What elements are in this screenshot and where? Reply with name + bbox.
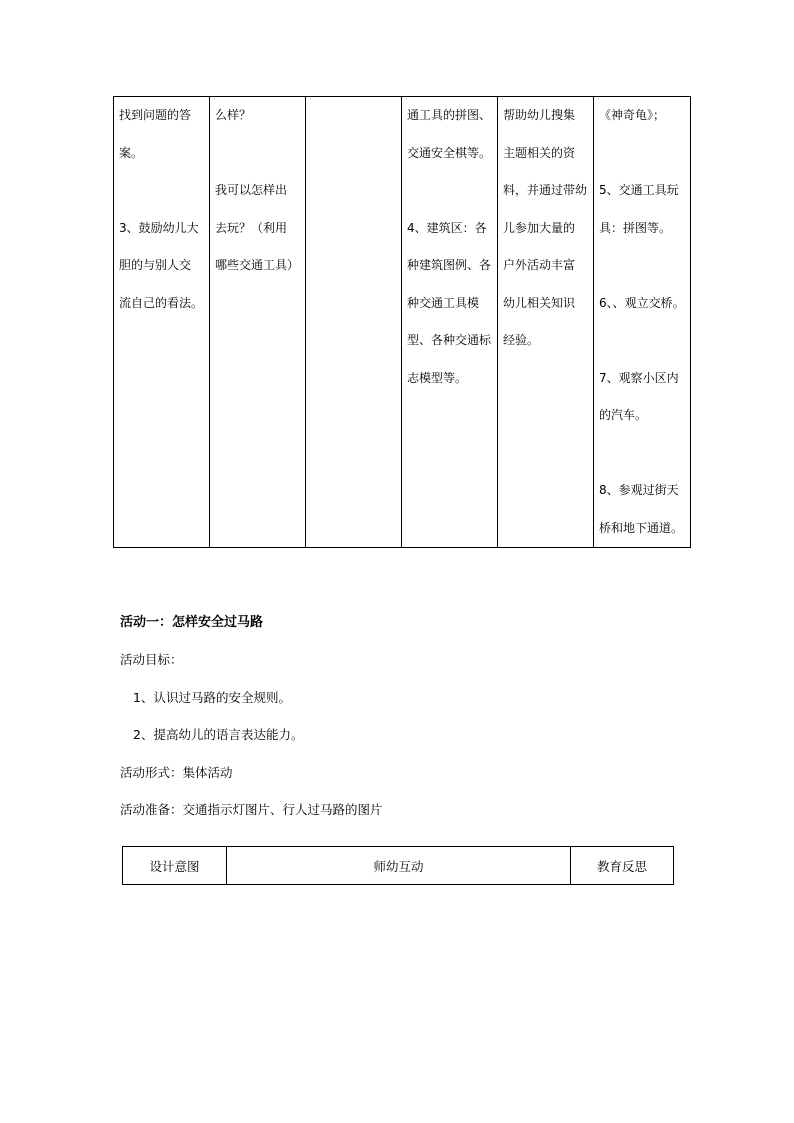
plan-cell-line: 经验。: [503, 333, 540, 347]
activity-heading: 活动一：怎样安全过马路: [120, 615, 264, 630]
plan-cell-line: 我可以怎样出: [215, 183, 288, 197]
plan-cell-line: 料，并通过带幼: [503, 183, 588, 197]
activity-form: 活动形式：集体活动: [120, 765, 233, 780]
plan-cell-line: 案。: [119, 145, 144, 160]
plan-cell-line: 流自己的看法。: [119, 295, 204, 310]
plan-cell-line: 4、建筑区：各: [407, 220, 487, 235]
plan-cell-line: [599, 322, 690, 360]
activity-goal-1: 1、认识过马路的安全规则。: [133, 690, 291, 705]
plan-column-3: [306, 97, 402, 548]
design-intent-header: 设计意图: [123, 847, 227, 885]
plan-cell-line: 《神奇龟》；: [599, 108, 666, 122]
plan-cell-line: [407, 172, 497, 210]
plan-cell-line: 具：拼图等。: [599, 220, 672, 235]
activity-goal-label: 活动目标：: [120, 652, 183, 667]
plan-cell-line: 通工具的拼图、: [407, 108, 492, 122]
plan-column-1: [114, 97, 210, 548]
plan-cell-line: [119, 172, 209, 210]
plan-cell-line: 帮助幼儿搜集: [503, 108, 576, 122]
plan-cell-line: 胆的与别人交: [119, 258, 192, 272]
plan-column-4: [402, 97, 498, 548]
activity-goal-2: 2、提高幼儿的语言表达能力。: [133, 727, 304, 742]
plan-column-6: [594, 97, 691, 548]
plan-cell-line: 哪些交通工具）: [215, 258, 300, 272]
design-table: [122, 846, 674, 885]
plan-cell-line: 么样？: [215, 108, 252, 122]
activity-preparation: 活动准备：交通指示灯图片、行人过马路的图片: [120, 802, 383, 817]
plan-cell-line: [599, 135, 690, 173]
education-reflection-header: 教育反思: [571, 847, 674, 885]
plan-cell-line: 儿参加大量的: [503, 220, 576, 235]
plan-cell-line: 去玩？（利用: [215, 220, 288, 235]
plan-cell-line: 幼儿相关知识: [503, 295, 576, 310]
plan-cell-line: 8、参观过街天: [599, 483, 679, 497]
plan-column-2: [210, 97, 306, 548]
plan-cell-line: 找到问题的答: [119, 108, 192, 122]
plan-cell-line: [215, 135, 305, 173]
teacher-child-interaction-header: 师幼互动: [227, 847, 571, 885]
plan-cell-line: 型、各种交通标: [407, 333, 492, 347]
plan-cell-line: 7、观察小区内: [599, 370, 679, 385]
plan-cell-line: 的汽车。: [599, 408, 648, 422]
plan-cell-line: [599, 435, 690, 473]
plan-cell-line: 3、鼓励幼儿大: [119, 220, 199, 235]
plan-column-5: [498, 97, 594, 548]
plan-cell-line: 户外活动丰富: [503, 258, 576, 272]
plan-cell-line: 5、交通工具玩: [599, 183, 679, 197]
plan-cell-line: 交通安全棋等。: [407, 145, 492, 160]
plan-cell-line: [599, 247, 690, 285]
plan-cell-line: 主题相关的资: [503, 145, 576, 160]
plan-cell-line: 6、、观立交桥。: [599, 295, 685, 310]
plan-cell-line: 种交通工具模: [407, 295, 480, 310]
plan-cell-line: 志模型等。: [407, 370, 468, 385]
plan-cell-line: 桥和地下通道。: [599, 520, 684, 535]
theme-plan-table: [113, 96, 691, 548]
plan-cell-line: 种建筑图例、各: [407, 258, 492, 272]
